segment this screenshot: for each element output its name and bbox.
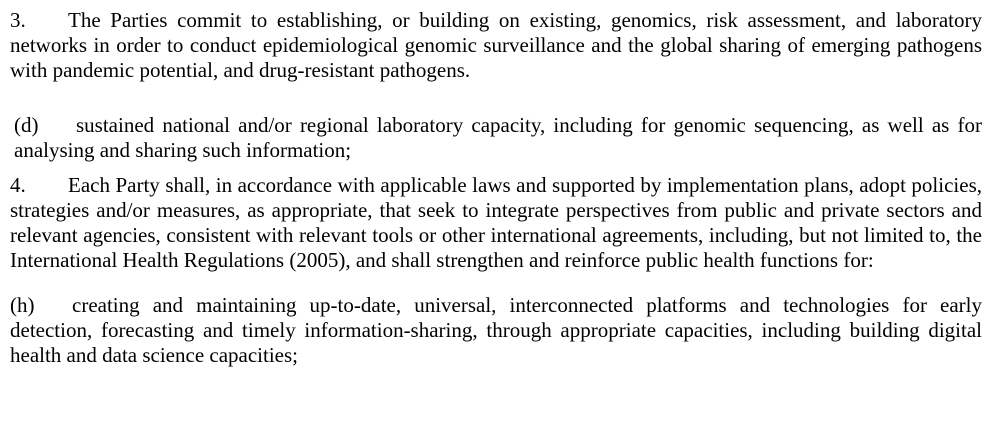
subparagraph-letter: (d) [14,113,39,137]
paragraph-number: 3. [10,8,26,32]
subparagraph-text: creating and maintaining up-to-date, universal, interconnected platforms and technologies for early detection, forecasting and timely information-sharing, through appropriate capacities, including building digital health and data science capacities; [10,293,982,367]
paragraph-text: The Parties commit to establishing, or building on existing, genomics, risk assessment, and laboratory networks in order to conduct epidemiological genomic surveillance and the global sharing of emerging pathogens with pandemic potential, and drug-resistant pathogens. [10,8,982,82]
subparagraph-h [10,293,982,368]
subparagraph-letter: (h) [10,293,35,317]
subparagraph-text: sustained national and/or regional laboratory capacity, including for genomic sequencing, as well as for analysing and sharing such information; [14,113,982,162]
paragraph-3 [10,8,982,83]
paragraph-number: 4. [10,173,26,197]
paragraph-4 [10,173,982,273]
subparagraph-d [10,113,982,163]
paragraph-text: Each Party shall, in accordance with applicable laws and supported by implementation plans, adopt policies, strategies and/or measures, as appropriate, that seek to integrate perspectives from public and private sectors and relevant agencies, consistent with relevant tools or other international agreements, including, but not limited to, the International Health Regulations (2005), and shall strengthen and reinforce public health functions for: [10,173,982,272]
